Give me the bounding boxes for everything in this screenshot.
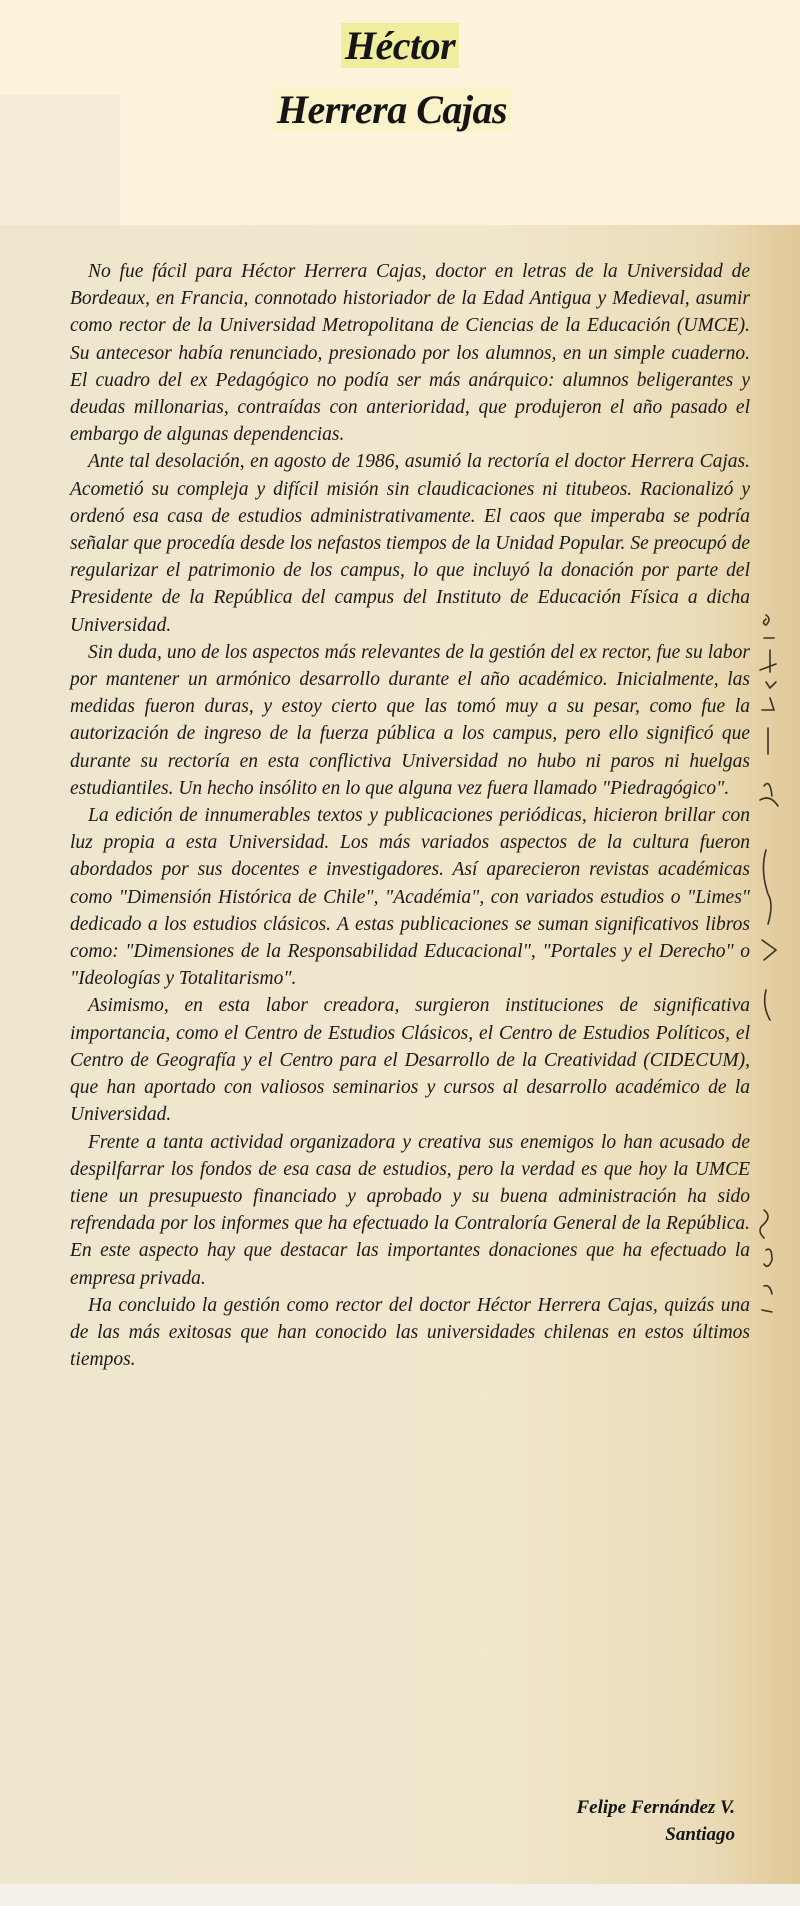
- article-body: [70, 258, 750, 1373]
- paragraph: Ante tal desolación, en agosto de 1986, asumió la rectoría el doctor Herrera Cajas. Acometió su compleja y difícil misión sin claudicaciones ni titubeos. Racionalizó y ordenó esa casa de estudios administrativamente. El caos que imperaba se podría señalar que procedía desde los nefastos tiempos de la Unidad Popular. Se preocupó de regularizar el patrimonio de los campus, lo que incluyó la donación por parte del Presidente de la República del campus del Instituto de Educación Física a dicha Universidad.: [70, 451, 750, 636]
- bottom-margin: [0, 1884, 800, 1906]
- paragraph: Frente a tanta actividad organizadora y creativa sus enemigos lo han acusado de despilfarrar los fondos de esa casa de estudios, pero la verdad es que hoy la UMCE tiene un presupuesto financiado y aprobado y su buena administración ha sido refrendada por los informes que ha efectuado la Contraloría General de la República. En este aspecto hay que destacar las importantes donaciones que ha efectuado la empresa privada.: [70, 1131, 750, 1289]
- paragraph: Ha concluido la gestión como rector del doctor Héctor Herrera Cajas, quizás una de las más exitosas que han conocido las universidades chilenas en estos últimos tiempos.: [70, 1294, 750, 1371]
- paragraph: No fue fácil para Héctor Herrera Cajas, doctor en letras de la Universidad de Bordeaux, en Francia, connotado historiador de la Edad Antigua y Medieval, asumir como rector de la Universidad Metropolitana de Ciencias de la Educación (UMCE). Su antecesor había renunciado, presionado por los alumnos, en un simple cuaderno. El cuadro del ex Pedagógico no podía ser más anárquico: alumnos beligerantes y deudas millonarias, contraídas con anterioridad, que produjeron el año pasado el embargo de algunas dependencias.: [70, 261, 750, 446]
- paragraph: La edición de innumerables textos y publicaciones periódicas, hicieron brillar con luz propia a esta Universidad. Los más variados aspectos de la cultura fueron abordados por sus docentes e investigadores. Así aparecieron revistas académicas como "Dimensión Histórica de Chile", "Académia", con variados estudios o "Limes" dedicado a los estudios clásicos. A estas publicaciones se suman significativos libros como: "Dimensiones de la Responsabilidad Educacional", "Portales y el Derecho" o "Ideologías y Totalitarismo".: [70, 805, 750, 990]
- signature-block: [576, 1794, 735, 1848]
- headline-line-2: Herrera Cajas: [0, 86, 792, 133]
- paragraph: Sin duda, uno de los aspectos más relevantes de la gestión del ex rector, fue su labor por mantener un armónico desarrollo durante el año académico. Inicialmente, las medidas fueron duras, y estoy cierto que las tomó muy a su pesar, como fue la autorización de ingreso de la fuerza pública a los campus, pero ello significó que durante su rectoría en esta conflictiva Universidad no hubo ni paros ni huelgas estudiantiles. Un hecho insólito en lo que alguna vez fuera llamado "Piedragógico".: [70, 641, 750, 799]
- author-name: Felipe Fernández V.: [576, 1797, 735, 1818]
- author-city: Santiago: [665, 1824, 735, 1845]
- handwritten-margin-note: [752, 610, 792, 1370]
- paragraph: Asimismo, en esta labor creadora, surgieron instituciones de significativa importancia, como el Centro de Estudios Clásicos, el Centro de Estudios Políticos, el Centro de Geografía y el Centro para el Desarrollo de la Creatividad (CIDECUM), que han aportado con valiosos seminarios y cursos al desarrollo académico de la Universidad.: [70, 995, 750, 1126]
- headline-line-1: Héctor: [0, 22, 800, 69]
